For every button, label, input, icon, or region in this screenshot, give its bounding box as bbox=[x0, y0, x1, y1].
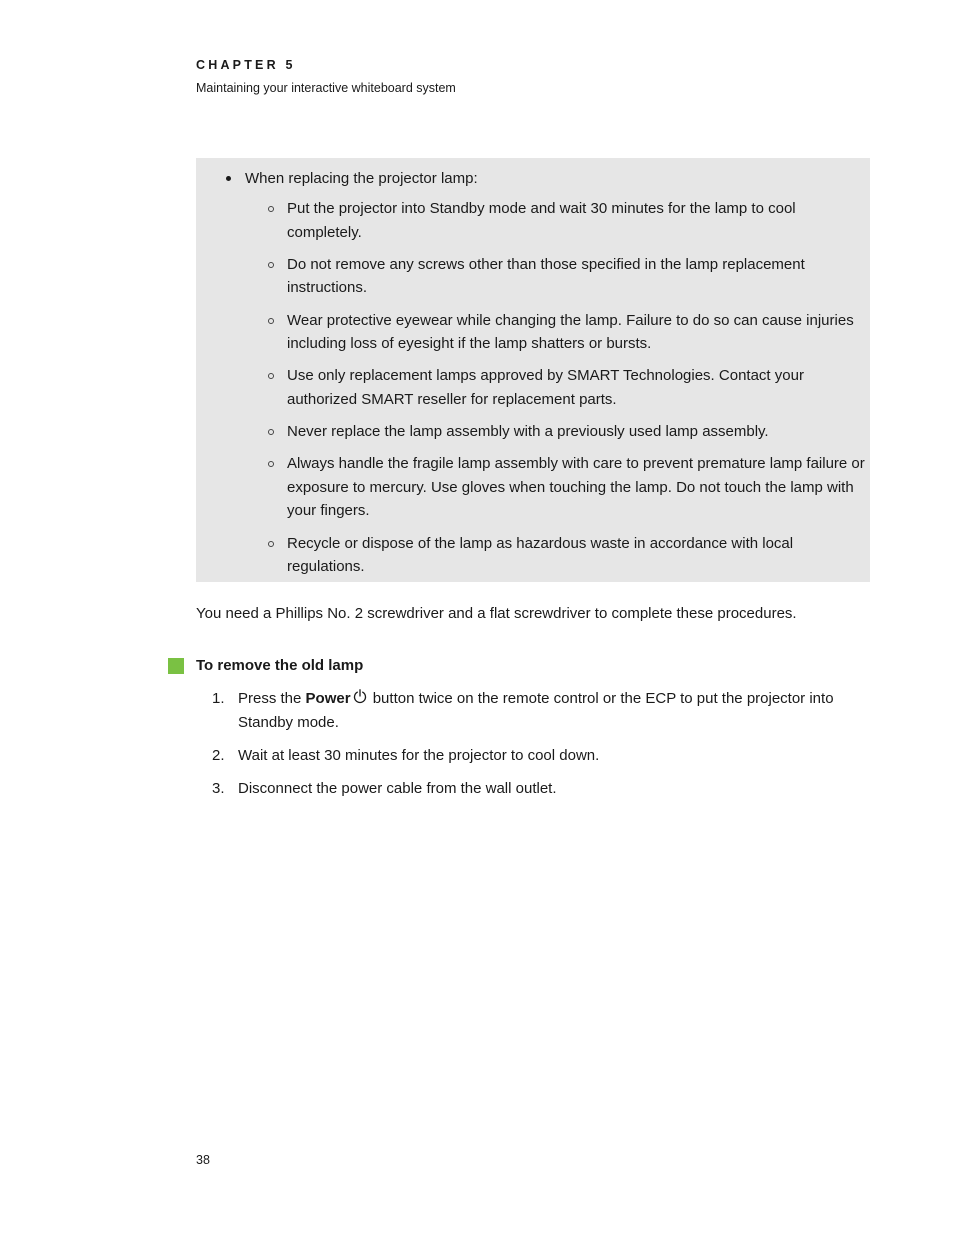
bullet-circle-icon bbox=[268, 262, 274, 268]
list-item bbox=[268, 253, 868, 300]
list-item bbox=[268, 364, 868, 411]
step-text-before: Press the bbox=[238, 690, 306, 707]
list-item-text: Always handle the fragile lamp assembly with care to prevent premature lamp failure or exposure to mercury. Use gloves when touching the lamp. Do not touch the lamp with your fingers. bbox=[287, 455, 865, 520]
list-item bbox=[268, 420, 868, 444]
warning-intro-text: When replacing the projector lamp: bbox=[245, 170, 478, 187]
list-item bbox=[268, 532, 868, 579]
step-item bbox=[212, 777, 852, 801]
bullet-circle-icon bbox=[268, 541, 274, 547]
power-icon bbox=[353, 689, 367, 704]
page-number: 38 bbox=[196, 1153, 210, 1167]
bullet-circle-icon bbox=[268, 373, 274, 379]
list-item-text: Use only replacement lamps approved by SMART Technologies. Contact your authorized SMART reseller for replacement parts. bbox=[287, 367, 804, 408]
bullet-circle-icon bbox=[268, 461, 274, 467]
list-item-text: Wear protective eyewear while changing the lamp. Failure to do so can cause injuries including loss of eyesight if the lamp shatters or bursts. bbox=[287, 311, 854, 353]
chapter-label: CHAPTER 5 bbox=[196, 58, 296, 72]
step-number: 2. bbox=[212, 746, 225, 764]
step-number: 1. bbox=[212, 690, 225, 707]
step-item bbox=[212, 744, 852, 768]
list-item bbox=[268, 197, 868, 244]
step-text-after: button twice on the remote control or the ECP to put the projector into Standby mode. bbox=[238, 690, 834, 731]
list-item-text: Put the projector into Standby mode and wait 30 minutes for the lamp to cool completely. bbox=[287, 200, 796, 241]
warning-box bbox=[196, 158, 870, 582]
power-button-label: Power bbox=[305, 690, 351, 707]
bullet-circle-icon bbox=[268, 429, 274, 435]
tools-paragraph: You need a Phillips No. 2 screwdriver and a flat screwdriver to complete these procedures. bbox=[196, 605, 797, 622]
list-item-text: Do not remove any screws other than those specified in the lamp replacement instructions. bbox=[287, 255, 805, 297]
procedure-heading-text: To remove the old lamp bbox=[196, 657, 364, 674]
step-text: Wait at least 30 minutes for the projector to cool down. bbox=[238, 746, 600, 764]
list-item-text: Never replace the lamp assembly with a previously used lamp assembly. bbox=[287, 423, 769, 441]
bullet-circle-icon bbox=[268, 206, 274, 212]
warning-sub-list bbox=[268, 197, 868, 588]
procedure-marker-icon bbox=[168, 658, 184, 674]
list-item-text: Recycle or dispose of the lamp as hazardous waste in accordance with local regulations. bbox=[287, 534, 794, 576]
list-item bbox=[268, 309, 868, 356]
list-item bbox=[268, 452, 868, 523]
procedure-steps bbox=[212, 687, 852, 810]
step-item bbox=[212, 687, 852, 734]
chapter-title: Maintaining your interactive whiteboard system bbox=[196, 81, 456, 95]
step-number: 3. bbox=[212, 779, 225, 797]
bullet-circle-icon bbox=[268, 318, 274, 324]
bullet-dot-icon bbox=[226, 176, 231, 181]
step-text: Disconnect the power cable from the wall outlet. bbox=[238, 779, 557, 797]
